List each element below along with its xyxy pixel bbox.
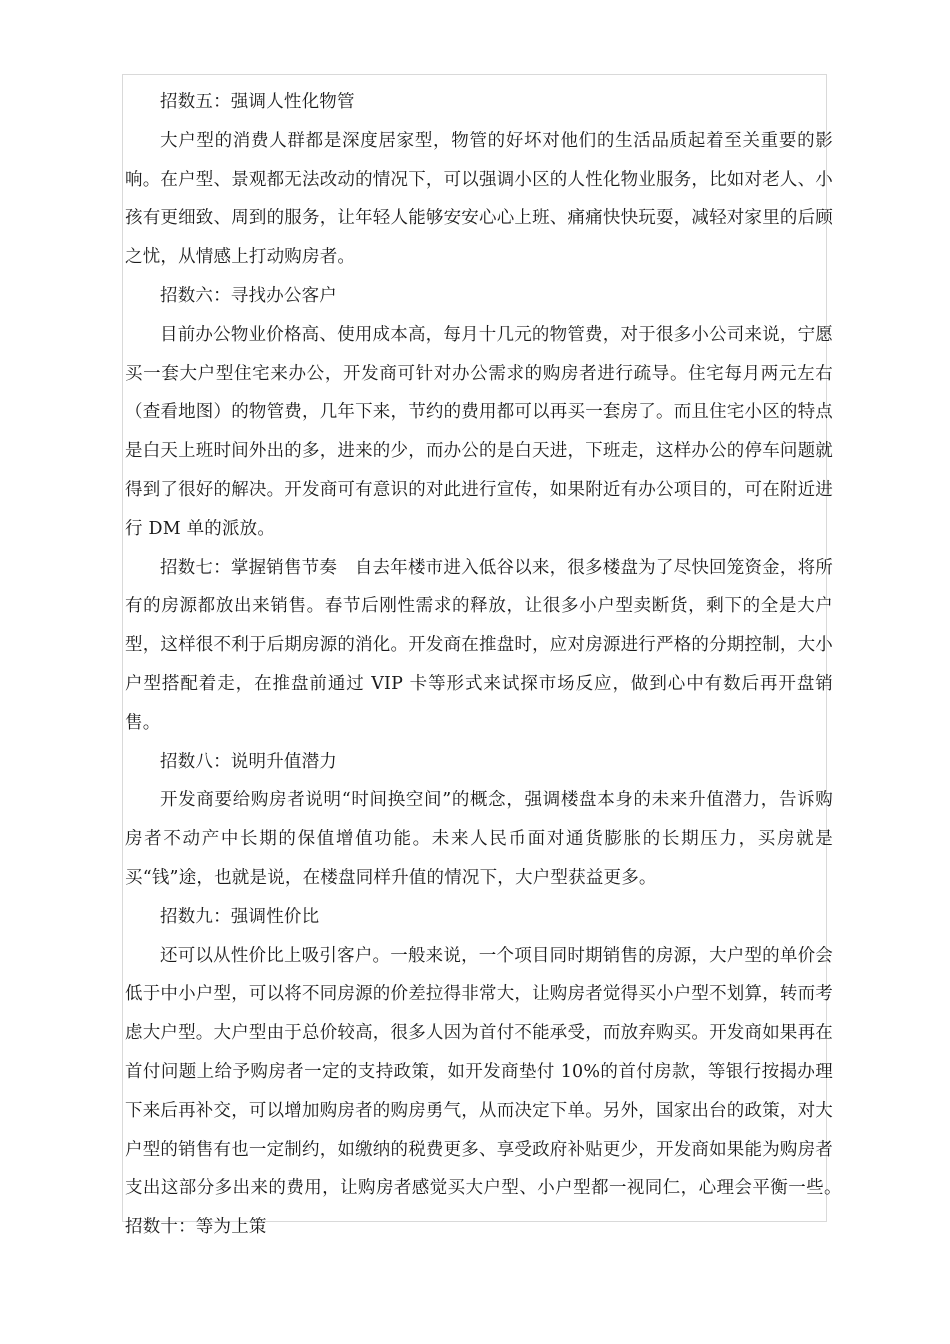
- section-body-9: 还可以从性价比上吸引客户。一般来说，一个项目同时期销售的房源，大户型的单价会低于中小户型，可以将不同房源的价差拉得非常大，让购房者觉得买小户型不划算，转而考虑大户型。大户型由于总价较高，很多人因为首付不能承受，而放弃购买。开发商如果再在首付问题上给予购房者一定的支持政策，如开发商垫付 10%的首付房款，等银行按揭办理下来后再补交，可以增加购房者的购房勇气，从而决定下单。另外，国家出台的政策，对大户型的销售有也一定制约，如缴纳的税费更多、享受政府补贴更少，开发商如果能为购房者支出这部分多出来的费用，让购房者感觉买大户型、小户型都一视同仁，心理会平衡一些。 招数十：等为上策: [125, 945, 851, 1238]
- section-heading-5: 招数五：强调人性化物管: [160, 92, 355, 112]
- section-heading-6: 招数六：寻找办公客户: [160, 285, 337, 306]
- section-body-8: 开发商要给购房者说明“时间换空间”的概念，强调楼盘本身的未来升值潜力，告诉购房者不动产中长期的保值增值功能。未来人民币面对通货膨胀的长期压力，买房就是买“钱”途，也就是说，在楼盘同样升值的情况下，大户型获益更多。: [125, 790, 833, 888]
- section-heading-8: 招数八：说明升值潜力: [160, 751, 337, 772]
- section-heading-9: 招数九：强调性价比: [160, 906, 320, 927]
- section-body-6: 目前办公物业价格高、使用成本高，每月十几元的物管费，对于很多小公司来说，宁愿买一套大户型住宅来办公，开发商可针对办公需求的购房者进行疏导。住宅每月两元左右（查看地图）的物管费，几年下来，节约的费用都可以再买一套房了。而且住宅小区的特点是白天上班时间外出的多，进来的少，而办公的是白天进，下班走，这样办公的停车问题就得到了很好的解决。开发商可有意识的对此进行宣传，如果附近有办公项目的，可在附近进行 DM 单的派放。: [125, 324, 833, 539]
- document-body: [125, 83, 851, 1247]
- section-body-7: 招数七：掌握销售节奏 自去年楼市进入低谷以来，很多楼盘为了尽快回笼资金，将所有的房源都放出来销售。春节后刚性需求的释放，让很多小户型卖断货，剩下的全是大户型，这样很不利于后期房源的消化。开发商在推盘时，应对房源进行严格的分期控制，大小户型搭配着走，在推盘前通过 VIP 卡等形式来试探市场反应，做到心中有数后再开盘销售。: [125, 557, 833, 733]
- section-body-5: 大户型的消费人群都是深度居家型，物管的好坏对他们的生活品质起着至关重要的影响。在户型、景观都无法改动的情况下，可以强调小区的人性化物业服务，比如对老人、小孩有更细致、周到的服务，让年轻人能够安安心心上班、痛痛快快玩耍，减轻对家里的后顾之忧，从情感上打动购房者。: [125, 130, 833, 268]
